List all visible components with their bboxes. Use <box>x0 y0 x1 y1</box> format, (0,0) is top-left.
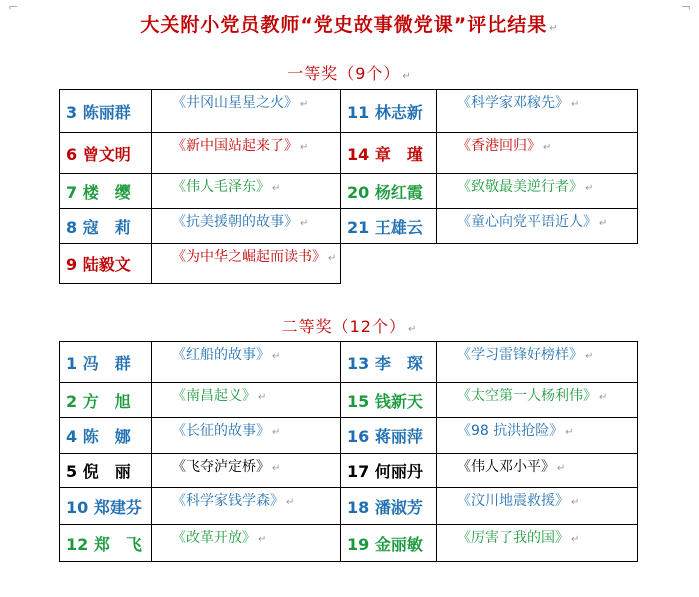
lesson-title-cell <box>152 90 341 133</box>
lesson-title-cell <box>152 418 341 454</box>
teacher-name: 5 倪 丽 <box>66 462 131 481</box>
lesson-title-cell <box>152 342 341 383</box>
lesson-title: 《长征的故事》 <box>172 423 270 439</box>
teacher-name: 15 钱新天 <box>347 391 423 411</box>
teacher-name-cell <box>341 488 437 525</box>
corner-mark-left: ⌐ <box>8 0 19 14</box>
teacher-name-cell <box>341 90 437 133</box>
table-row <box>60 342 638 383</box>
table-row <box>60 244 638 284</box>
table-row <box>60 90 638 133</box>
lesson-title-cell <box>152 244 341 284</box>
paragraph-mark: ↵ <box>571 534 580 545</box>
lesson-title-cell <box>437 454 638 488</box>
table-row <box>60 174 638 209</box>
paragraph-mark: ↵ <box>571 99 580 110</box>
paragraph-mark: ↵ <box>407 324 418 335</box>
lesson-title: 《致敬最美逆行者》 <box>457 179 583 195</box>
lesson-title-cell <box>152 383 341 418</box>
table-row <box>60 383 638 418</box>
lesson-title-cell <box>437 209 638 244</box>
first-prize-table-body <box>60 90 638 284</box>
lesson-title: 《伟人毛泽东》 <box>172 179 270 195</box>
teacher-name: 19 金丽敏 <box>347 534 423 554</box>
teacher-name-cell <box>60 133 152 174</box>
teacher-name-cell <box>60 342 152 383</box>
teacher-name-cell <box>60 209 152 244</box>
second-prize-table-body <box>60 342 638 562</box>
lesson-title-cell <box>152 454 341 488</box>
lesson-title: 《红船的故事》 <box>172 347 270 363</box>
teacher-name: 10 郑建芬 <box>66 497 142 517</box>
paragraph-mark: ↵ <box>328 253 337 264</box>
teacher-name: 14 章 瑾 <box>347 144 423 164</box>
lesson-title: 《厉害了我的国》 <box>457 530 569 546</box>
paragraph-mark: ↵ <box>272 351 281 362</box>
lesson-title-cell <box>437 525 638 562</box>
paragraph-mark: ↵ <box>258 534 267 545</box>
teacher-name: 6 曾文明 <box>66 144 131 164</box>
lesson-title: 《学习雷锋好榜样》 <box>457 347 583 363</box>
teacher-name-cell <box>341 244 437 284</box>
teacher-name-cell <box>60 383 152 418</box>
lesson-title: 《新中国站起来了》 <box>172 138 298 154</box>
lesson-title-cell <box>437 174 638 209</box>
lesson-title: 《科学家邓稼先》 <box>457 95 569 111</box>
teacher-name: 3 陈丽群 <box>66 102 131 122</box>
table-row <box>60 209 638 244</box>
teacher-name-cell <box>60 525 152 562</box>
lesson-title: 《为中华之崛起而读书》 <box>172 249 326 265</box>
lesson-title-cell <box>152 209 341 244</box>
paragraph-mark: ↵ <box>549 23 559 34</box>
paragraph-mark: ↵ <box>599 392 608 403</box>
paragraph-mark: ↵ <box>272 427 281 438</box>
teacher-name: 1 冯 群 <box>66 353 131 373</box>
teacher-name: 17 何丽丹 <box>347 462 423 481</box>
teacher-name: 2 方 旭 <box>66 391 131 411</box>
lesson-title: 《科学家钱学森》 <box>172 493 284 509</box>
lesson-title: 《伟人邓小平》 <box>457 459 555 475</box>
teacher-name-cell <box>60 244 152 284</box>
teacher-name-cell <box>341 133 437 174</box>
teacher-name-cell <box>341 418 437 454</box>
teacher-name-cell <box>60 90 152 133</box>
paragraph-mark: ↵ <box>286 497 295 508</box>
lesson-title-cell <box>437 342 638 383</box>
paragraph-mark: ↵ <box>585 351 594 362</box>
teacher-name: 4 陈 娜 <box>66 427 131 446</box>
teacher-name-cell <box>341 174 437 209</box>
paragraph-mark: ↵ <box>571 497 580 508</box>
teacher-name: 16 蒋丽萍 <box>347 427 423 446</box>
paragraph-mark: ↵ <box>300 99 309 110</box>
lesson-title-cell <box>152 133 341 174</box>
document-title-text: 大关附小党员教师“党史故事微党课”评比结果 <box>140 14 548 36</box>
teacher-name-cell <box>341 525 437 562</box>
lesson-title: 《童心向党平语近人》 <box>457 214 597 230</box>
paragraph-mark: ↵ <box>300 142 309 153</box>
lesson-title: 《井冈山星星之火》 <box>172 95 298 111</box>
table-row <box>60 418 638 454</box>
table-row <box>60 488 638 525</box>
lesson-title: 《飞夺泸定桥》 <box>172 459 270 475</box>
lesson-title: 《香港回归》 <box>457 138 541 154</box>
teacher-name-cell <box>60 174 152 209</box>
lesson-title: 《98 抗洪抢险》 <box>457 423 564 439</box>
teacher-name: 7 楼 缨 <box>66 182 131 202</box>
lesson-title-cell <box>152 525 341 562</box>
table-row <box>60 454 638 488</box>
lesson-title-cell <box>437 133 638 174</box>
paragraph-mark: ↵ <box>272 183 281 194</box>
lesson-title: 《南昌起义》 <box>172 388 256 404</box>
lesson-title: 《汶川地震救援》 <box>457 493 569 509</box>
teacher-name-cell <box>341 342 437 383</box>
table-row <box>60 133 638 174</box>
paragraph-mark: ↵ <box>585 183 594 194</box>
document-title <box>0 10 699 37</box>
paragraph-mark: ↵ <box>300 218 309 229</box>
paragraph-mark: ↵ <box>557 463 566 474</box>
second-prize-heading-text: 二等奖（12个） <box>281 317 406 336</box>
lesson-title: 《改革开放》 <box>172 530 256 546</box>
teacher-name: 9 陆毅文 <box>66 255 131 274</box>
teacher-name-cell <box>341 383 437 418</box>
teacher-name: 20 杨红霞 <box>347 182 423 202</box>
paragraph-mark: ↵ <box>543 142 552 153</box>
corner-mark-right: ¬ <box>680 0 691 14</box>
lesson-title-cell <box>152 488 341 525</box>
teacher-name: 18 潘淑芳 <box>347 497 423 517</box>
teacher-name-cell <box>60 488 152 525</box>
first-prize-heading-text: 一等奖（9个） <box>287 64 401 83</box>
teacher-name: 8 寇 莉 <box>66 217 131 237</box>
teacher-name-cell <box>60 418 152 454</box>
teacher-name: 11 林志新 <box>347 102 423 122</box>
teacher-name: 13 李 琛 <box>347 353 423 373</box>
teacher-name-cell <box>60 454 152 488</box>
teacher-name: 12 郑 飞 <box>66 534 142 554</box>
teacher-name-cell <box>341 454 437 488</box>
teacher-name-cell <box>341 209 437 244</box>
teacher-name: 21 王雄云 <box>347 217 423 237</box>
lesson-title-cell <box>437 90 638 133</box>
first-prize-heading <box>0 61 699 84</box>
paragraph-mark: ↵ <box>258 392 267 403</box>
second-prize-heading <box>0 314 699 337</box>
paragraph-mark: ↵ <box>565 427 574 438</box>
lesson-title: 《太空第一人杨利伟》 <box>457 388 597 404</box>
second-prize-table <box>59 341 638 562</box>
lesson-title-cell <box>437 383 638 418</box>
lesson-title: 《抗美援朝的故事》 <box>172 214 298 230</box>
lesson-title-cell <box>437 244 638 284</box>
paragraph-mark: ↵ <box>599 218 608 229</box>
lesson-title-cell <box>437 418 638 454</box>
lesson-title-cell <box>152 174 341 209</box>
paragraph-mark: ↵ <box>272 463 281 474</box>
paragraph-mark: ↵ <box>402 71 412 82</box>
first-prize-table <box>59 89 638 284</box>
lesson-title-cell <box>437 488 638 525</box>
table-row <box>60 525 638 562</box>
